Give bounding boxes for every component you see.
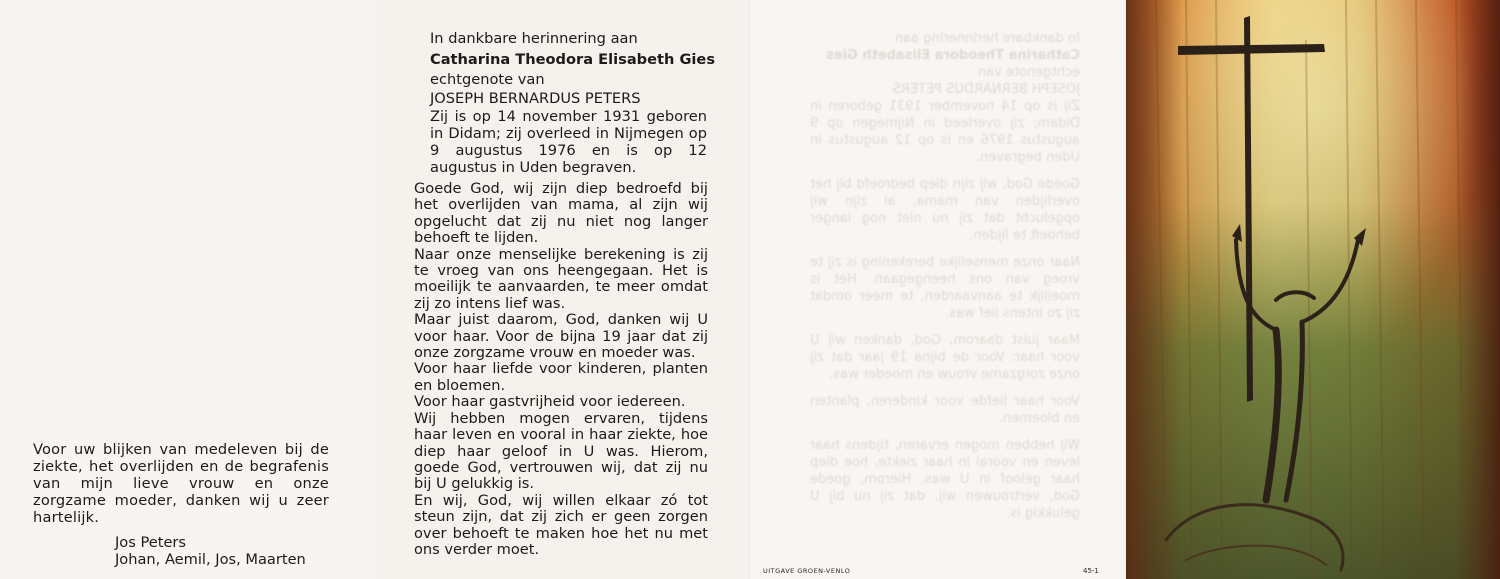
prayer-paragraph: Voor haar liefde voor kinderen, planten en bloemen. bbox=[414, 360, 708, 394]
card-code: 45-1 bbox=[1083, 567, 1099, 575]
ghost-line: Naar onze menselijke berekening is zij te vroeg van ons heengegaan. Het is moeilijk te aanvaarden, te meer omdat zij zo intens lief was. bbox=[810, 255, 1080, 321]
ghost-line: echtgenote van bbox=[977, 65, 1080, 80]
artwork-panel bbox=[1126, 0, 1500, 579]
prayer-paragraph: En wij, God, wij willen elkaar zó tot steun zijn, dat zij zich er geen zorgen over behoeft te maken hoe het nu met ons verder moet. bbox=[414, 491, 708, 558]
thanks-text: Voor uw blijken van medeleven bij de ziekte, het overlijden en de begrafenis van mijn lieve vrouw en onze zorgzame moeder, danken wij u zeer hartelijk. bbox=[33, 441, 329, 526]
memorial-panel bbox=[378, 0, 750, 579]
show-through-text bbox=[810, 30, 1080, 522]
ghost-line: Zij is op 14 november 1931 geboren in Didam; zij overleed in Nijmegen op 9 augustus 1976 en is op 12 augustus in Uden begraven. bbox=[810, 99, 1080, 165]
biography: Zij is op 14 november 1931 geboren in Didam; zij overleed in Nijmegen op 9 augustus 1976 en is op 12 augustus in Uden begraven. bbox=[430, 108, 707, 176]
signers bbox=[115, 534, 306, 568]
prayer-paragraph: Wij hebben mogen ervaren, tijdens haar leven en vooral in haar ziekte, hoe diep haar geloof in U was. Hierom, goede God, vertrouwen wij, dat zij nu bij U gelukkig is. bbox=[414, 409, 708, 493]
deceased-name: Catharina Theodora Elisabeth Gies bbox=[430, 50, 716, 68]
signer-line: Johan, Aemil, Jos, Maarten bbox=[115, 551, 306, 568]
back-panel bbox=[750, 0, 1126, 579]
prayer-text bbox=[414, 181, 708, 558]
prayer-paragraph: Maar juist daarom, God, danken wij U voor haar. Voor de bijna 19 jaar dat zij onze zorgzame vrouw en moeder was. bbox=[414, 311, 708, 362]
spouse-intro: echtgenote van bbox=[430, 70, 545, 88]
ghost-line: Maar juist daarom, God, danken wij U voor haar. Voor de bijna 19 jaar dat zij onze zorgzame vrouw en moeder was. bbox=[810, 333, 1080, 382]
prayer-paragraph: Voor haar gastvrijheid voor iedereen. bbox=[414, 393, 686, 411]
ghost-line: JOSEPH BERNARDUS PETERS bbox=[892, 82, 1080, 97]
spouse-name: JOSEPH BERNARDUS PETERS bbox=[430, 89, 641, 107]
prayer-paragraph: Goede God, wij zijn diep bedroefd bij het overlijden van mama, al zijn wij opgelucht dat zij nu niet nog langer behoeft te lijden. bbox=[414, 180, 708, 247]
thanks-panel bbox=[0, 0, 378, 579]
cross-figure-painting bbox=[1126, 0, 1500, 579]
ghost-line: Catharina Theodora Elisabeth Gies bbox=[826, 48, 1080, 63]
ghost-line: Goede God, wij zijn diep bedroefd bij het overlijden van mama, al zijn wij opgelucht dat zij nu niet nog langer behoeft te lijden. bbox=[810, 177, 1080, 243]
ghost-line: In dankbare herinnering aan bbox=[894, 31, 1080, 46]
ghost-line: Voor haar liefde voor kinderen, planten en bloemen. bbox=[810, 394, 1080, 426]
ghost-line: Wij hebben mogen ervaren, tijdens haar leven en vooral in haar ziekte, hoe diep haar geloof in U was. Hierom, goede God, vertrouwen wij, dat zij nu bij U gelukkig is. bbox=[810, 438, 1080, 521]
prayer-paragraph: Naar onze menselijke berekening is zij te vroeg van ons heengegaan. Het is moeilijk te aanvaarden, te meer omdat zij zo intens lief was. bbox=[414, 245, 708, 312]
memorial-heading bbox=[430, 28, 715, 108]
signer-line: Jos Peters bbox=[115, 534, 187, 551]
publisher-imprint: UITGAVE GROEN-VENLO bbox=[763, 567, 851, 575]
intro-line: In dankbare herinnering aan bbox=[430, 30, 638, 47]
